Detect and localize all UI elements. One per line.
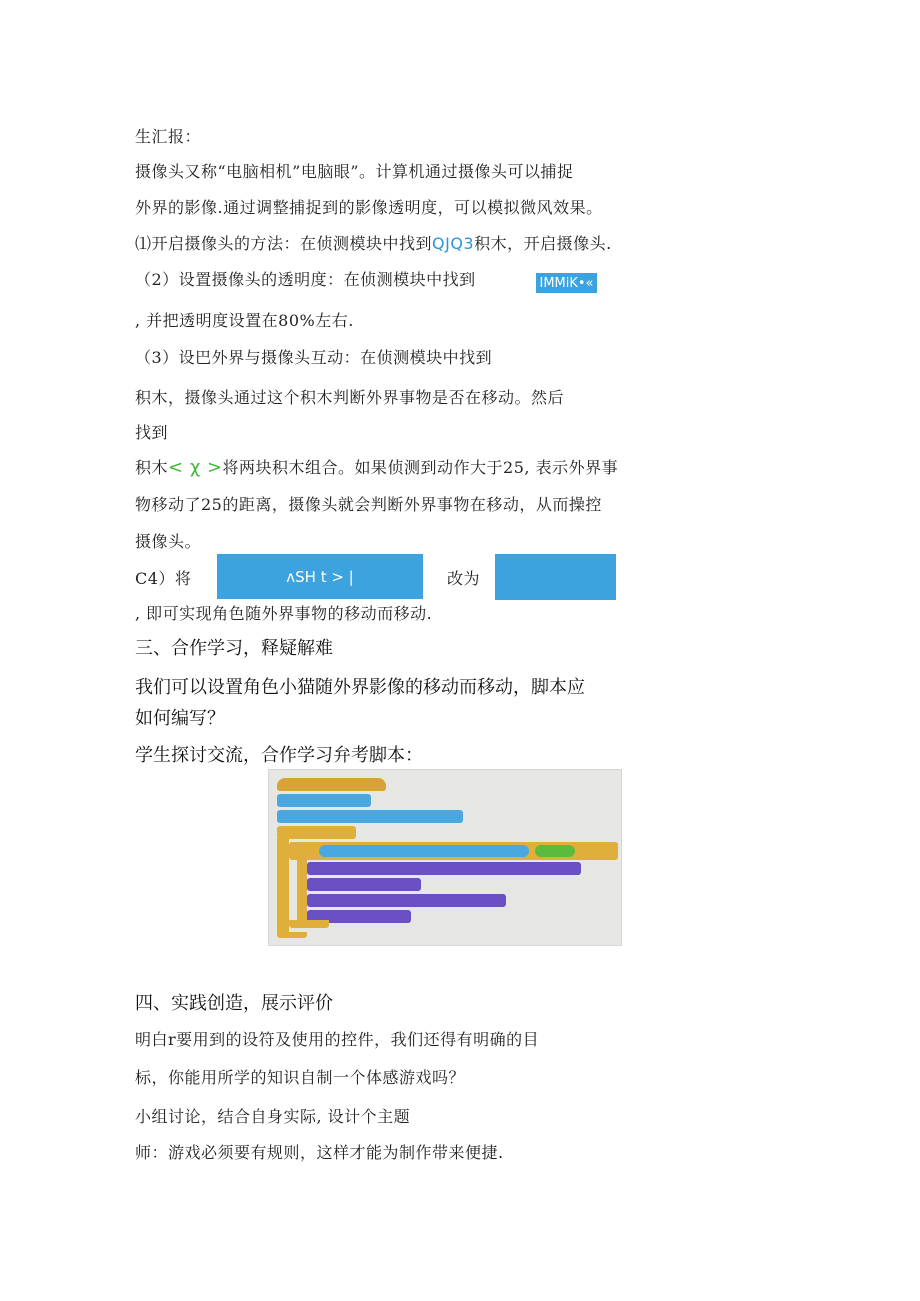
text-fragment: ⑴开启摄像头的方法：在侦测模块中找到 (135, 234, 433, 253)
question-text: 如何编写？ (135, 708, 225, 729)
text-line: 摄像头又称“电脑相机”电脑眼”。计算机通过摄像头可以捕捉 (135, 162, 574, 181)
text-fragment: 积木 (135, 458, 169, 477)
text-line: 标，你能用所学的知识自制一个体感游戏吗？ (135, 1068, 466, 1087)
direction-block-label: ʌSH t > | (286, 567, 354, 586)
text-line (135, 234, 612, 254)
text-line: 物移动了25的距离，摄像头就会判断外界事物在移动，从而操控 (135, 495, 602, 514)
text-line: 摄像头。 (135, 532, 202, 551)
text-line: 师：游戏必须要有规则，这样才能为制作带来便捷. (135, 1143, 504, 1162)
section-heading: 四、实践创造，展示评价 (135, 993, 333, 1014)
text-line: 明白r要用到的设符及使用的控件，我们还得有明确的目 (135, 1030, 540, 1049)
if-block-end (289, 920, 329, 928)
text-line: （3）设巴外界与摄像头互动：在侦测模块中找到 (135, 348, 493, 367)
text-fragment: 将两块积木组合。如果侦测到动作大于25, 表示外界事 (222, 458, 619, 477)
text-line: 改为 (447, 569, 481, 588)
forever-block-end (277, 932, 307, 938)
transparency-block (277, 810, 463, 823)
direction-block-before (217, 554, 423, 599)
if-block-arm (297, 860, 307, 920)
rotation-style-block (307, 894, 506, 907)
text-line: , 即可实现角色随外界事物的移动而移动. (135, 604, 433, 623)
text-line: （2）设置摄像头的透明度：在侦测模块中找到 (135, 270, 476, 289)
direction-block-after (495, 554, 616, 600)
compare-operator-block: < χ > (168, 457, 223, 478)
text-line: , 并把透明度设置在80%左右. (135, 311, 354, 330)
forever-block-arm (277, 838, 289, 933)
text-line: 找到 (135, 423, 169, 442)
text-line: 生汇报： (135, 127, 202, 146)
question-text: 我们可以设置角色小猫随外界影像的移动而移动，脚本应 (135, 677, 585, 698)
video-motion-sensor (319, 845, 529, 857)
hat-block (277, 778, 386, 791)
point-direction-block (307, 862, 581, 875)
transparency-block-label: IMMiK•« (539, 275, 594, 291)
section-heading: 三、合作学习，释疑解难 (135, 638, 333, 659)
text-line: 积木，摄像头通过这个积木判断外界事物是否在移动。然后 (135, 388, 565, 407)
text-line: 小组讨论，结合自身实际, 设计个主题 (135, 1107, 411, 1126)
move-steps-block (307, 878, 421, 891)
compare-operator (535, 845, 575, 857)
discussion-text: 学生探讨交流，合作学习弁考脚本： (135, 745, 423, 766)
text-line: 外界的影像.通过调整捕捉到的影像透明度，可以模拟微风效果。 (135, 198, 603, 217)
text-line (135, 458, 618, 478)
video-on-block-label: QJQ3 (432, 234, 475, 253)
video-on-block (277, 794, 371, 807)
text-fragment: 积木，开启摄像头. (474, 234, 612, 253)
text-line: C4）将 (135, 569, 192, 588)
transparency-block (536, 273, 597, 293)
reference-script-image (268, 769, 622, 946)
